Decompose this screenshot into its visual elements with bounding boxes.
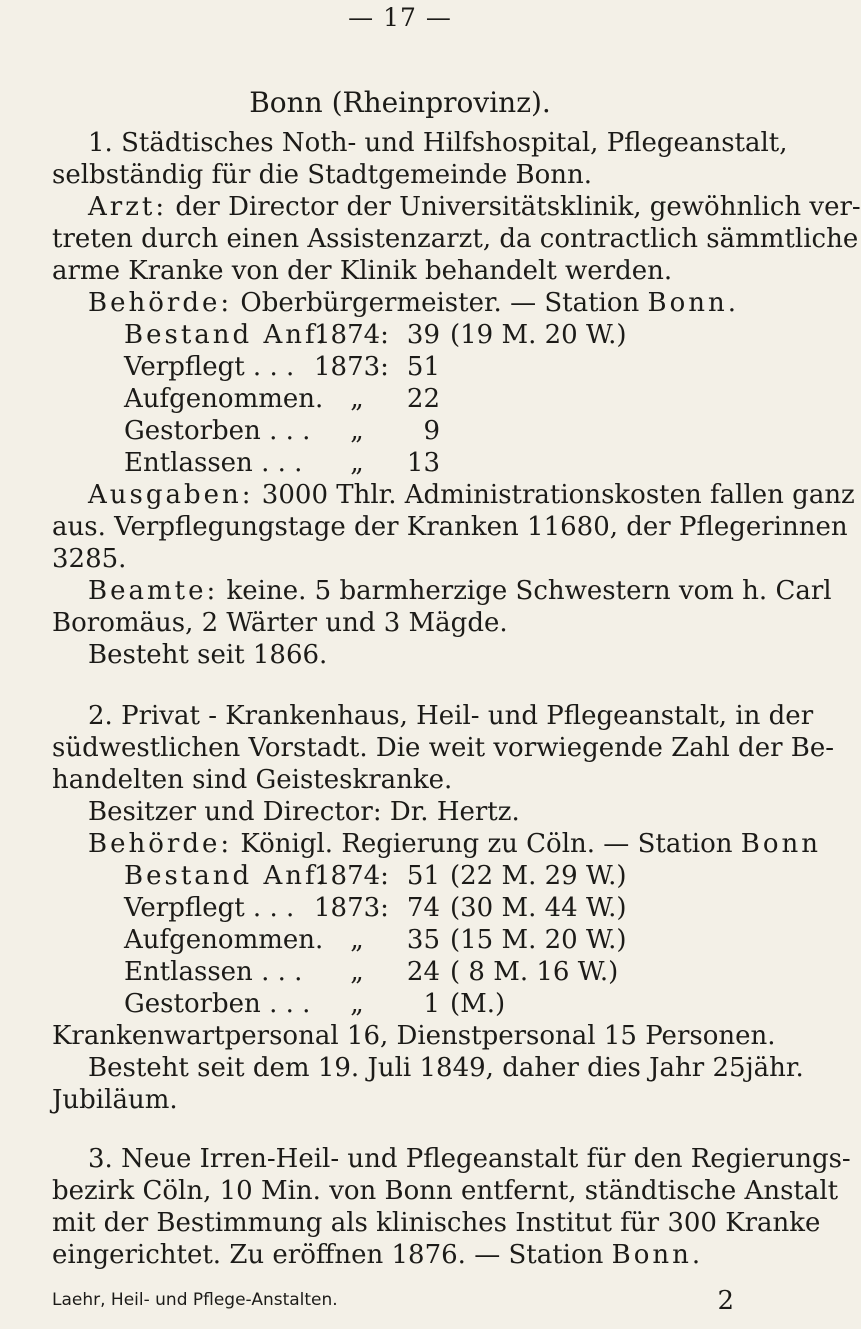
stat-extra: (19 M. 20 W.) [450, 320, 627, 350]
s2-line-4: Besitzer und Director: Dr. Hertz. [88, 797, 520, 827]
s2-line-5 [88, 828, 821, 860]
s1-ausgaben-label: Ausgaben: [88, 480, 254, 510]
stat-extra: (30 M. 44 W.) [450, 893, 627, 923]
heading-text: Bonn (Rheinprovinz). [249, 86, 551, 119]
s1-ausgaben-text: 3000 Thlr. Administrationskosten fallen ganz [253, 480, 855, 510]
stat-year: „ [350, 448, 364, 478]
stat-label: Entlassen . . . [124, 957, 303, 987]
s3-station-name: Bonn. [611, 1240, 704, 1270]
stat-label: Verpflegt . . . [124, 352, 295, 382]
stat-extra: (M.) [450, 989, 506, 1019]
stat-value: 22 [406, 384, 440, 414]
stat-label: Gestorben . . . [124, 989, 311, 1019]
page-number: — 17 — [348, 3, 452, 32]
table-row [124, 956, 627, 988]
s1-arzt-text: der Director der Universitätsklinik, gewöhnlich ver- [167, 192, 861, 222]
s1-line-6 [88, 287, 794, 319]
stat-value: 39 [406, 320, 440, 350]
stat-extra [440, 383, 450, 415]
s3-line-1: 3. Neue Irren-Heil- und Pflegeanstalt für den Regierungs- [88, 1144, 851, 1174]
s2-line-8: Jubiläum. [52, 1085, 178, 1115]
stat-extra: (22 M. 29 W.) [450, 861, 627, 891]
table-row [124, 383, 627, 415]
stat-year: „ [350, 384, 364, 414]
stat-label: Bestand Anf. [124, 320, 328, 350]
s2-line-6: Krankenwartpersonal 16, Dienstpersonal 15 Personen. [52, 1021, 776, 1051]
stat-value: 24 [406, 957, 440, 987]
s2-stats-table [124, 860, 627, 1020]
stat-label: Entlassen . . . [124, 448, 303, 478]
table-row [124, 415, 627, 447]
stat-extra: (15 M. 20 W.) [450, 925, 627, 955]
stat-label: Gestorben . . . [124, 416, 311, 446]
s1-line-11: Boromäus, 2 Wärter und 3 Mägde. [52, 608, 508, 638]
s1-line-9: 3285. [52, 544, 127, 574]
s1-line-5: arme Kranke von der Klinik behandelt werden. [52, 256, 673, 286]
stat-value: 1 [423, 989, 440, 1019]
table-row [124, 924, 627, 956]
s2-behoerde-label: Behörde: [88, 829, 233, 859]
stat-label: Aufgenommen. [124, 925, 324, 955]
s2-line-2: südwestlichen Vorstadt. Die weit vorwiegende Zahl der Be- [52, 733, 835, 763]
stat-year: „ [350, 416, 364, 446]
stat-year: „ [350, 989, 364, 1019]
stat-year: 1874: [314, 320, 389, 350]
page-footer [52, 1286, 758, 1316]
s1-line-12: Besteht seit 1866. [88, 640, 328, 670]
s1-line-3 [88, 191, 861, 223]
s2-behoerde-text: Königl. Regierung zu Cöln. — Station [232, 829, 741, 859]
s1-behoerde-text: Oberbürgermeister. — Station [232, 288, 648, 318]
stat-label: Bestand Anf. [124, 861, 328, 891]
s1-line-10 [88, 575, 832, 607]
s1-beamte-label: Beamte: [88, 576, 219, 606]
stat-extra: ( 8 M. 16 W.) [450, 957, 619, 987]
s3-line-2: bezirk Cöln, 10 Min. von Bonn entfernt, ständtische Anstalt [52, 1176, 839, 1206]
stat-label: Aufgenommen. [124, 384, 324, 414]
s2-line-7: Besteht seit dem 19. Juli 1849, daher dies Jahr 25jähr. [88, 1053, 804, 1083]
stat-year: 1873: [314, 893, 389, 923]
table-row [124, 319, 627, 351]
stat-extra [440, 415, 450, 447]
table-row [124, 860, 627, 892]
stat-value: 9 [423, 416, 440, 446]
s1-line-1: 1. Städtisches Noth- und Hilfshospital, Pflegeanstalt, [88, 128, 788, 158]
s2-line-1: 2. Privat - Krankenhaus, Heil- und Pflegeanstalt, in der [88, 701, 814, 731]
s1-arzt-label: Arzt: [88, 192, 168, 222]
s2-line-3: handelten sind Geisteskranke. [52, 765, 453, 795]
s3-line-3: mit der Bestimmung als klinisches Institut für 300 Kranke [52, 1208, 821, 1238]
s1-line-7 [88, 479, 855, 511]
stat-label: Verpflegt . . . [124, 893, 295, 923]
stat-value: 13 [406, 448, 440, 478]
stat-value: 74 [406, 893, 440, 923]
stat-value: 35 [406, 925, 440, 955]
s1-beamte-text: keine. 5 barmherzige Schwestern vom h. Carl [218, 576, 832, 606]
s1-behoerde-label: Behörde: [88, 288, 233, 318]
signature-mark: 2 [717, 1286, 734, 1316]
stat-year: „ [350, 925, 364, 955]
stat-year: „ [350, 957, 364, 987]
stat-extra [440, 447, 450, 479]
s1-stats-table [124, 319, 627, 479]
table-row [124, 892, 627, 924]
stat-year: 1873: [314, 352, 389, 382]
s1-line-8: aus. Verpflegungstage der Kranken 11680, der Pflegerinnen [52, 512, 848, 542]
stat-year: 1874: [314, 861, 389, 891]
stat-value: 51 [406, 861, 440, 891]
s3-line-4-text: eingerichtet. Zu eröffnen 1876. — Station [52, 1240, 612, 1270]
stat-extra [440, 351, 450, 383]
table-row [124, 351, 627, 383]
s1-line-4: treten durch einen Assistenzarzt, da contractlich sämmtliche [52, 224, 859, 254]
stat-value: 51 [406, 352, 440, 382]
table-row [124, 447, 627, 479]
s1-line-2: selbständig für die Stadtgemeinde Bonn. [52, 160, 593, 190]
footer-source: Laehr, Heil- und Pflege-Anstalten. [52, 1290, 338, 1310]
s2-station-name: Bonn [740, 829, 821, 859]
s1-station-name: Bonn. [647, 288, 740, 318]
table-row [124, 988, 627, 1020]
section-heading [0, 86, 800, 119]
s3-line-4 [52, 1239, 758, 1271]
